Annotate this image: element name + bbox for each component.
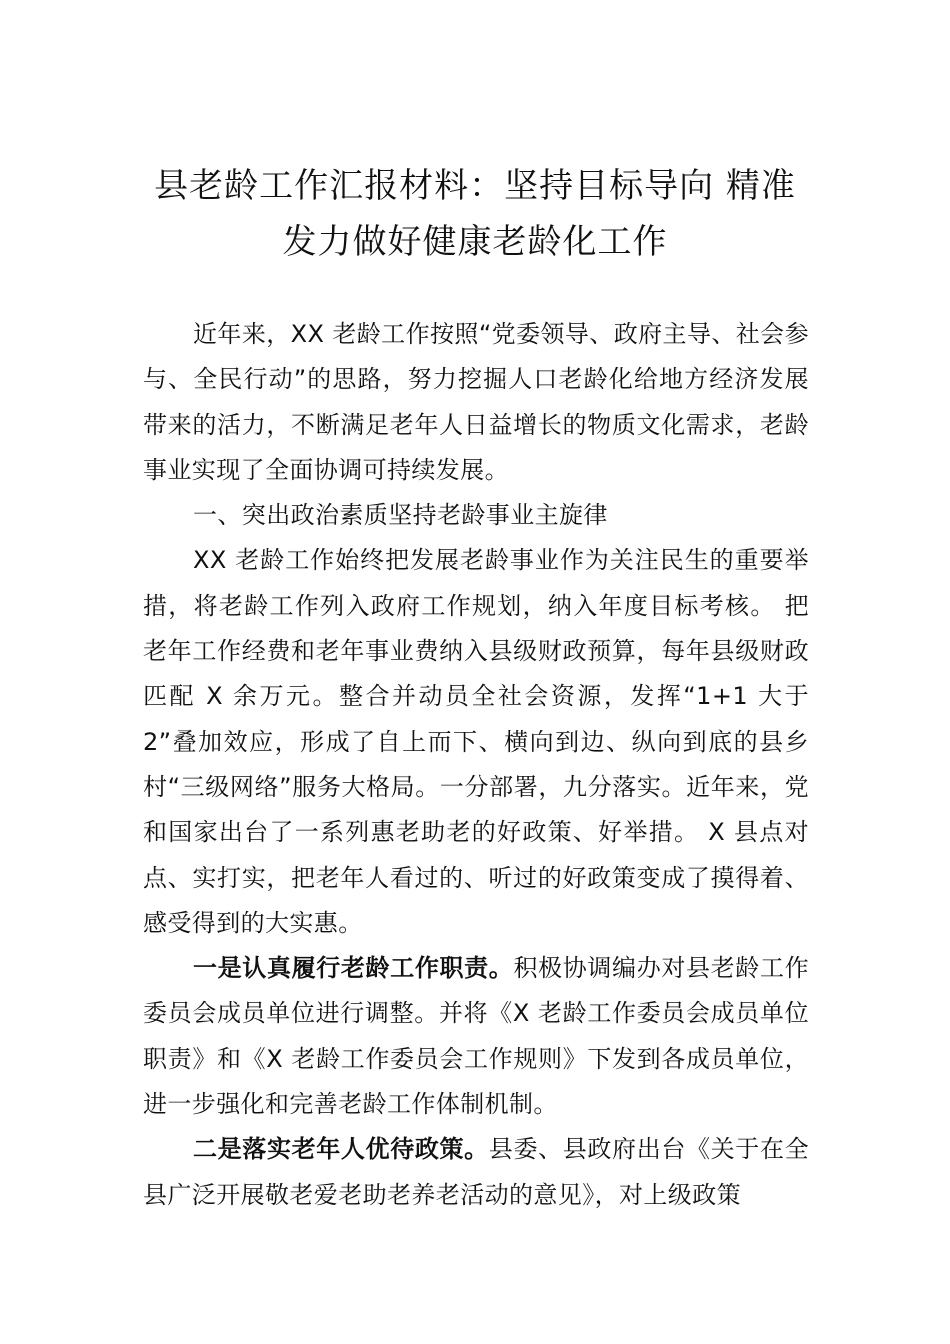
paragraph-lead: 一是认真履行老龄工作职责。 — [193, 954, 514, 983]
paragraph-intro — [143, 312, 809, 493]
paragraph-text: 积极协调编办对县老龄工作委员会成员单位进行调整。并将《X 老龄工作委员会成员单位职责》和《X 老龄工作委员会工作规则》下发到各成员单位，进一步强化和完善老龄工作体制机制。 — [143, 954, 809, 1119]
document-title — [100, 158, 850, 270]
paragraph-section-1 — [143, 538, 809, 946]
document-body — [143, 312, 809, 1218]
paragraph-text: XX 老龄工作始终把发展老龄事业作为关注民生的重要举措，将老龄工作列入政府工作规划，纳入年度目标考核。 把老年工作经费和老年事业费纳入县级财政预算，每年县级财政匹配 X 余万元。整合并动员全社会资源，发挥“1+1 大于2”叠加效应，形成了自上而下、横向到边、纵向到底的县乡村“三级网络”服务大格局。一分部署，九分落实。近年来，党和国家出台了一系列惠老助老的好政策、好举措。 X 县点对点、实打实，把老年人看过的、听过的好政策变成了摸得着、感受得到的大实惠。 — [143, 546, 809, 937]
paragraph-point-1 — [143, 946, 809, 1127]
title-line-1: 县老龄工作汇报材料：坚持目标导向 精准 — [154, 166, 796, 206]
paragraph-point-2 — [143, 1127, 809, 1218]
title-line-2: 发力做好健康老龄化工作 — [282, 222, 668, 262]
paragraph-text: 近年来，XX 老龄工作按照“党委领导、政府主导、社会参与、全民行动”的思路，努力挖掘人口老龄化给地方经济发展带来的活力，不断满足老年人日益增长的物质文化需求，老龄事业实现了全面协调可持续发展。 — [143, 320, 809, 484]
section-heading-1 — [143, 493, 809, 538]
paragraph-text: 县委、县政府出台《关于在全县广泛开展敬老爱老助老养老活动的意见》，对上级政策 — [143, 1135, 809, 1209]
paragraph-lead: 二是落实老年人优待政策。 — [193, 1135, 489, 1164]
section-heading-text: 一、突出政治素质坚持老龄事业主旋律 — [193, 501, 608, 530]
